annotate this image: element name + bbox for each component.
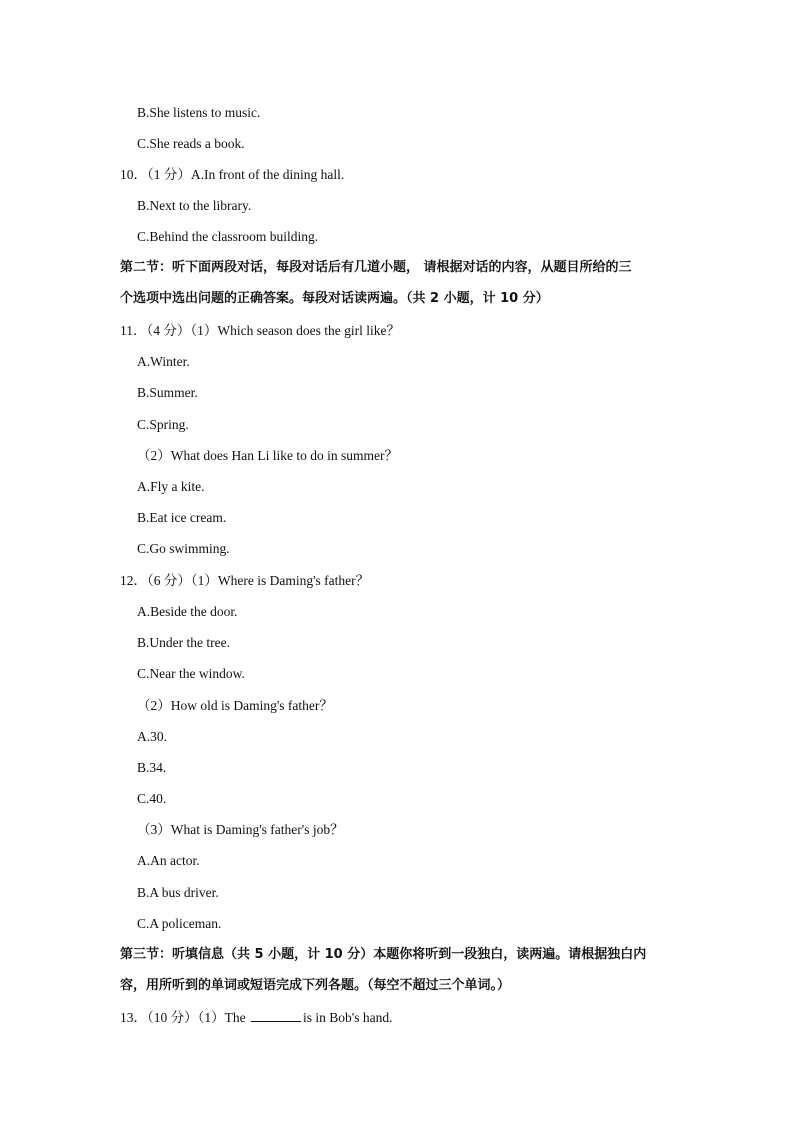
- question-13-suffix: is in Bob's hand.: [303, 1010, 393, 1025]
- option-10b: B.Next to the library.: [137, 198, 252, 213]
- section-3-heading-cont: 容，用所听到的单词或短语完成下列各题。（每空不超过三个单词。）: [120, 978, 511, 993]
- question-12: 12．（6 分）（1）Where is Daming's father？: [120, 573, 370, 588]
- option-12-2a: A.30.: [137, 729, 167, 744]
- question-11-2: （2）What does Han Li like to do in summer？: [137, 448, 398, 463]
- question-13-prefix: 13．（10 分）（1）The: [120, 1010, 246, 1025]
- question-12-3: （3）What is Daming's father's job？: [137, 822, 344, 837]
- option-11-1b: B.Summer.: [137, 385, 198, 400]
- question-11: 11．（4 分）（1）Which season does the girl like？: [120, 323, 400, 338]
- option-9b: B.She listens to music.: [137, 105, 261, 120]
- section-2-heading-cont: 个选项中选出问题的正确答案。每段对话读两遍。（共 2 小题，计 10 分）: [120, 291, 549, 306]
- question-10: 10．（1 分）A.In front of the dining hall.: [120, 167, 345, 182]
- option-12-3c: C.A policeman.: [137, 916, 222, 931]
- section-3-heading: 第三节：听填信息（共 5 小题，计 10 分）本题你将听到一段独白，读两遍。请根据独白内: [120, 947, 647, 962]
- option-11-1a: A.Winter.: [137, 354, 190, 369]
- option-9c: C.She reads a book.: [137, 136, 245, 151]
- option-12-3a: A.An actor.: [137, 853, 200, 868]
- option-12-1c: C.Near the window.: [137, 666, 245, 681]
- option-11-2b: B.Eat ice cream.: [137, 510, 227, 525]
- question-12-2: （2）How old is Daming's father？: [137, 698, 333, 713]
- question-13: [120, 1009, 392, 1027]
- answer-blank[interactable]: [251, 1009, 301, 1022]
- option-11-2a: A.Fly a kite.: [137, 479, 205, 494]
- option-11-1c: C.Spring.: [137, 417, 189, 432]
- option-11-2c: C.Go swimming.: [137, 541, 230, 556]
- option-12-3b: B.A bus driver.: [137, 885, 219, 900]
- option-12-2c: C.40.: [137, 791, 167, 806]
- option-10c: C.Behind the classroom building.: [137, 229, 319, 244]
- option-12-1a: A.Beside the door.: [137, 604, 238, 619]
- section-2-heading: 第二节：听下面两段对话，每段对话后有几道小题， 请根据对话的内容，从题目所给的三: [120, 260, 632, 275]
- option-12-2b: B.34.: [137, 760, 167, 775]
- option-12-1b: B.Under the tree.: [137, 635, 230, 650]
